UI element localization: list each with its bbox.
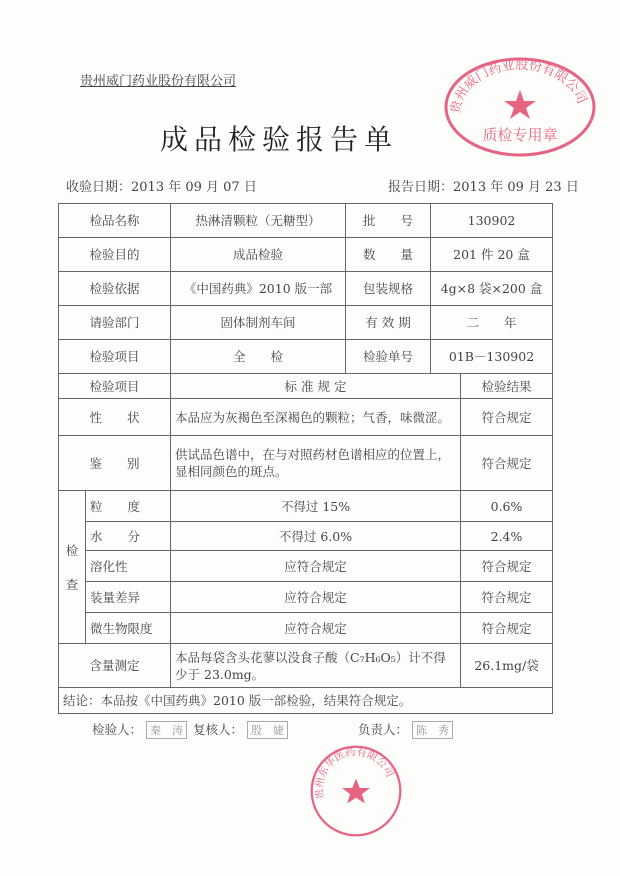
info-value: 热淋清颗粒（无糖型） — [171, 204, 346, 238]
item-result: 26.1mg/袋 — [461, 644, 553, 688]
stamp-ring-text: 贵州威门药业股份有限公司 — [448, 57, 590, 115]
manager-stamp: 陈 秀 — [412, 721, 453, 739]
item-standard: 不得过 15% — [171, 491, 461, 522]
item-result: 符合规定 — [461, 399, 553, 436]
table-row — [59, 399, 553, 436]
info-value: 二 年 — [431, 306, 553, 340]
info-value: 01B－130902 — [431, 340, 553, 374]
item-name: 粒 度 — [86, 491, 171, 522]
info-value: 130902 — [431, 204, 553, 238]
table-row — [59, 551, 553, 582]
info-label: 检验单号 — [346, 340, 431, 374]
star-icon — [342, 778, 370, 803]
table-row — [59, 613, 553, 644]
table-row — [59, 436, 553, 491]
stamp-ring-text: 贵州东华医药有限公司 — [313, 746, 396, 800]
info-value: 4g×8 袋×200 盒 — [431, 272, 553, 306]
item-standard: 本品每袋含头花蓼以没食子酸（C₇H₆O₅）计不得少于 23.0mg。 — [171, 644, 461, 688]
table-row — [59, 522, 553, 551]
item-standard: 应符合规定 — [171, 551, 461, 582]
test-results-table — [58, 373, 553, 714]
info-label: 请验部门 — [59, 306, 171, 340]
info-value: 201 件 20 盒 — [431, 238, 553, 272]
info-value: 固体制剂车间 — [171, 306, 346, 340]
info-row — [59, 340, 553, 374]
page-title: 成品检验报告单 — [160, 123, 399, 156]
info-value: 全 检 — [171, 340, 346, 374]
item-result: 符合规定 — [461, 613, 553, 644]
item-name: 水 分 — [86, 522, 171, 551]
item-name: 鉴 别 — [59, 436, 171, 491]
reviewer-label: 复核人： — [192, 722, 243, 737]
quality-seal-stamp — [440, 52, 600, 162]
item-result: 符合规定 — [461, 436, 553, 491]
info-label: 有 效 期 — [346, 306, 431, 340]
table-row — [59, 644, 553, 688]
conclusion-row — [59, 688, 553, 714]
inspector-label: 检验人： — [92, 722, 143, 737]
item-standard: 供试品色谱中，在与对照药材色谱相应的位置上，显相同颜色的斑点。 — [171, 436, 461, 491]
table-header-row — [59, 374, 553, 399]
receive-date: 收验日期：2013 年 09 月 07 日 — [66, 180, 257, 195]
item-name: 性 状 — [59, 399, 171, 436]
info-label: 数 量 — [346, 238, 431, 272]
header-standard: 标 准 规 定 — [171, 374, 461, 399]
info-label: 批 号 — [346, 204, 431, 238]
company-name: 贵州威门药业股份有限公司 — [80, 74, 237, 89]
table-row — [59, 582, 553, 613]
info-value: 成品检验 — [171, 238, 346, 272]
product-info-table — [58, 203, 553, 374]
info-label: 检验目的 — [59, 238, 171, 272]
item-standard: 不得过 6.0% — [171, 522, 461, 551]
info-label: 检验依据 — [59, 272, 171, 306]
item-name: 溶化性 — [86, 551, 171, 582]
item-result: 符合规定 — [461, 582, 553, 613]
report-date: 报告日期：2013 年 09 月 23 日 — [388, 180, 579, 195]
item-name: 含量测定 — [59, 644, 171, 688]
header-result: 检验结果 — [461, 374, 553, 399]
company-seal-stamp — [308, 743, 404, 839]
item-result: 符合规定 — [461, 551, 553, 582]
item-standard: 应符合规定 — [171, 582, 461, 613]
manager-label: 负责人： — [357, 722, 408, 737]
stamp-center-text: 质检专用章 — [482, 126, 558, 144]
star-icon — [504, 90, 536, 119]
reviewer-stamp: 殷 婕 — [247, 721, 288, 739]
report-body — [58, 203, 552, 839]
info-label: 包装规格 — [346, 272, 431, 306]
conclusion: 结论：本品按《中国药典》2010 版一部检验，结果符合规定。 — [59, 688, 553, 714]
signature-line — [92, 720, 552, 739]
info-label: 检验项目 — [59, 340, 171, 374]
info-row — [59, 272, 553, 306]
header-item: 检验项目 — [59, 374, 171, 399]
check-group-label: 检 查 — [59, 491, 86, 644]
item-name: 装量差异 — [86, 582, 171, 613]
info-row — [59, 204, 553, 238]
item-standard: 本品应为灰褐色至深褐色的颗粒；气香，味微涩。 — [171, 399, 461, 436]
info-value: 《中国药典》2010 版一部 — [171, 272, 346, 306]
inspector-stamp: 秦 涛 — [146, 721, 187, 739]
info-row — [59, 306, 553, 340]
table-row — [59, 491, 553, 522]
item-result: 0.6% — [461, 491, 553, 522]
item-standard: 应符合规定 — [171, 613, 461, 644]
item-name: 微生物限度 — [86, 613, 171, 644]
info-row — [59, 238, 553, 272]
item-result: 2.4% — [461, 522, 553, 551]
info-label: 检品名称 — [59, 204, 171, 238]
